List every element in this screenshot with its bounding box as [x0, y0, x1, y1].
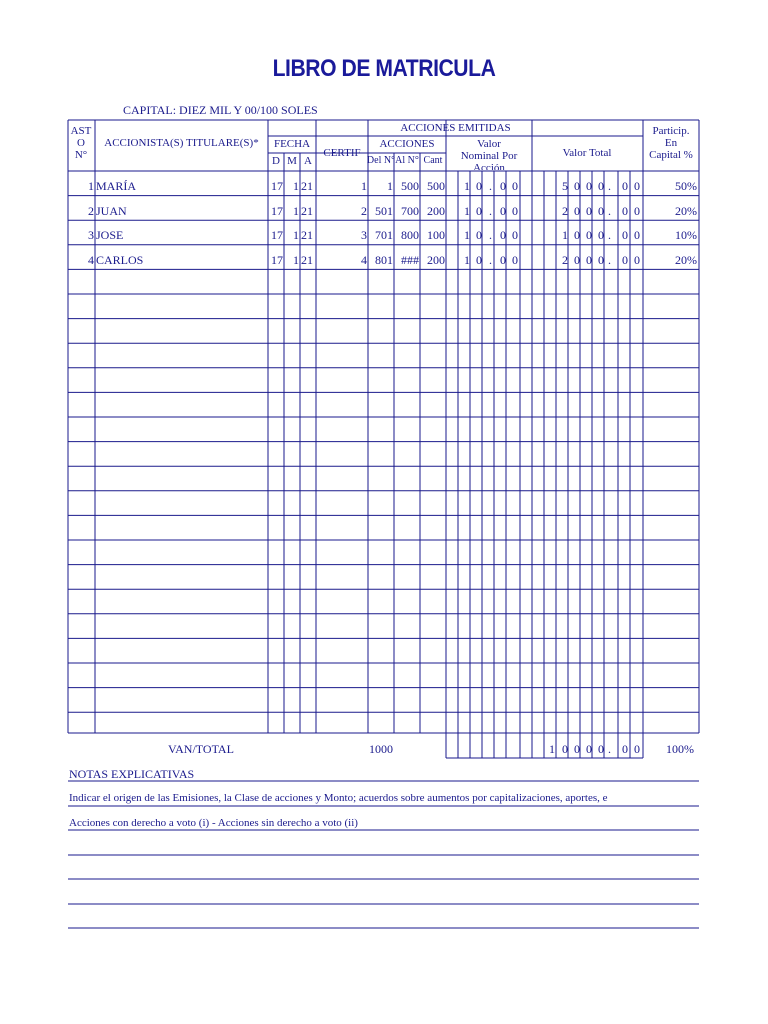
- header-certif: CERTIF: [323, 147, 361, 159]
- row-participacion: 20%: [675, 203, 697, 218]
- row-number: 2: [88, 203, 94, 218]
- row-year: 21: [301, 228, 313, 243]
- row-month: 1: [293, 228, 299, 243]
- row-valor-nominal-digit: 0: [500, 203, 506, 218]
- row-certif: 2: [361, 203, 367, 218]
- row-certif: 3: [361, 228, 367, 243]
- row-del: 501: [375, 203, 393, 218]
- row-valor-total-digit: 0: [586, 179, 592, 193]
- row-valor-total-digit: 0: [598, 228, 604, 243]
- header-accionista: ACCIONISTA(S) TITULARE(S)*: [104, 137, 259, 149]
- row-certif: 1: [361, 179, 367, 193]
- total-pct: 100%: [666, 742, 694, 756]
- total-cant: 1000: [369, 742, 393, 756]
- row-month: 1: [293, 203, 299, 218]
- row-cant: 200: [427, 252, 445, 267]
- row-valor-total-digit: 0: [574, 179, 580, 193]
- row-valor-total-digit: 0: [634, 228, 640, 243]
- row-valor-nominal-digit: 0: [512, 203, 518, 218]
- row-valor-total-digit: .: [608, 228, 611, 243]
- row-cant: 100: [427, 228, 445, 243]
- row-valor-nominal-digit: 0: [476, 228, 482, 243]
- row-valor-total-digit: .: [608, 203, 611, 218]
- row-valor-nominal-digit: 0: [500, 252, 506, 267]
- row-del: 801: [375, 252, 393, 267]
- header-valor-total: Valor Total: [562, 147, 612, 159]
- row-participacion: 20%: [675, 252, 697, 267]
- header-fecha: FECHA: [273, 138, 311, 150]
- row-valor-nominal-digit: 1: [464, 252, 470, 267]
- row-valor-nominal-digit: .: [489, 228, 492, 243]
- header-cant: Cant: [423, 155, 443, 166]
- row-cant: 200: [427, 203, 445, 218]
- header-valor-nominal: Valor Nominal Por Acción: [460, 138, 518, 170]
- row-valor-nominal-digit: .: [489, 179, 492, 193]
- total-digit: 1: [549, 742, 555, 756]
- row-valor-total-digit: 5: [562, 179, 568, 193]
- total-digit: 0: [622, 742, 628, 756]
- row-valor-total-digit: 0: [574, 203, 580, 218]
- page-title: LIBRO DE MATRICULA: [272, 55, 496, 82]
- row-valor-nominal-digit: 1: [464, 228, 470, 243]
- row-certif: 4: [361, 252, 367, 267]
- row-valor-nominal-digit: 1: [464, 179, 470, 193]
- row-valor-total-digit: 0: [634, 252, 640, 267]
- row-cant: 500: [427, 179, 445, 193]
- row-valor-total-digit: 0: [622, 228, 628, 243]
- row-valor-nominal-digit: 1: [464, 203, 470, 218]
- row-valor-total-digit: 0: [634, 203, 640, 218]
- row-valor-nominal-digit: 0: [512, 179, 518, 193]
- row-name: MARÍA: [96, 179, 137, 193]
- row-valor-total-digit: 2: [562, 203, 568, 218]
- total-digit: .: [608, 742, 611, 756]
- row-month: 1: [293, 252, 299, 267]
- header-asto: AST O N°: [70, 125, 92, 161]
- header-del: Del N°: [366, 155, 396, 166]
- row-valor-nominal-digit: 0: [500, 179, 506, 193]
- row-valor-total-digit: 0: [586, 228, 592, 243]
- row-al: ###: [401, 252, 419, 267]
- row-year: 21: [301, 203, 313, 218]
- total-digit: 0: [634, 742, 640, 756]
- total-digit: 0: [562, 742, 568, 756]
- row-valor-total-digit: 1: [562, 228, 568, 243]
- row-valor-total-digit: .: [608, 179, 611, 193]
- row-valor-total-digit: 0: [622, 179, 628, 193]
- notes-line-1: Indicar el origen de las Emisiones, la Clase de acciones y Monto; acuerdos sobre aumentos por capitalizaciones, aportes, e: [69, 792, 608, 804]
- row-valor-total-digit: 0: [634, 179, 640, 193]
- row-al: 700: [401, 203, 419, 218]
- row-valor-total-digit: 0: [586, 252, 592, 267]
- row-valor-total-digit: 0: [598, 252, 604, 267]
- row-name: JUAN: [96, 203, 127, 218]
- capital-label: CAPITAL: DIEZ MIL Y 00/100 SOLES: [123, 103, 318, 117]
- row-valor-total-digit: 0: [574, 252, 580, 267]
- row-day: 17: [271, 203, 283, 218]
- row-number: 3: [88, 228, 94, 243]
- header-m: M: [287, 155, 297, 167]
- row-valor-total-digit: 2: [562, 252, 568, 267]
- row-day: 17: [271, 228, 283, 243]
- header-d: D: [272, 155, 280, 167]
- row-valor-nominal-digit: 0: [512, 228, 518, 243]
- row-valor-total-digit: .: [608, 252, 611, 267]
- total-digit: 0: [598, 742, 604, 756]
- row-day: 17: [271, 179, 283, 193]
- row-valor-total-digit: 0: [622, 252, 628, 267]
- row-al: 500: [401, 179, 419, 193]
- row-year: 21: [301, 179, 313, 193]
- row-number: 1: [88, 179, 94, 193]
- row-valor-total-digit: 0: [598, 179, 604, 193]
- total-label: VAN/TOTAL: [168, 742, 234, 756]
- row-valor-nominal-digit: 0: [512, 252, 518, 267]
- row-name: JOSE: [96, 228, 124, 243]
- notes-heading: NOTAS EXPLICATIVAS: [69, 767, 195, 781]
- row-participacion: 10%: [675, 228, 697, 243]
- total-digit: 0: [586, 742, 592, 756]
- row-participacion: 50%: [675, 179, 697, 193]
- header-a: A: [304, 155, 312, 167]
- row-valor-nominal-digit: 0: [500, 228, 506, 243]
- row-year: 21: [301, 252, 313, 267]
- row-valor-total-digit: 0: [598, 203, 604, 218]
- row-name: CARLOS: [96, 252, 144, 267]
- row-day: 17: [271, 252, 283, 267]
- header-acciones-emitidas: ACCIONES EMITIDAS: [400, 122, 511, 134]
- notes-line-2: Acciones con derecho a voto (i) - Acciones sin derecho a voto (ii): [69, 817, 358, 829]
- row-valor-nominal-digit: 0: [476, 179, 482, 193]
- row-valor-total-digit: 0: [574, 228, 580, 243]
- header-al: Al N°: [395, 155, 419, 166]
- row-number: 4: [88, 252, 94, 267]
- row-valor-total-digit: 0: [622, 203, 628, 218]
- row-valor-total-digit: 0: [586, 203, 592, 218]
- header-particip: Particip. En Capital %: [649, 125, 693, 161]
- row-valor-nominal-digit: .: [489, 203, 492, 218]
- total-digit: 0: [574, 742, 580, 756]
- row-del: 701: [375, 228, 393, 243]
- row-valor-nominal-digit: 0: [476, 203, 482, 218]
- row-valor-nominal-digit: .: [489, 252, 492, 267]
- row-month: 1: [293, 179, 299, 193]
- row-al: 800: [401, 228, 419, 243]
- row-del: 1: [387, 179, 393, 193]
- header-acciones: ACCIONES: [379, 138, 435, 150]
- row-valor-nominal-digit: 0: [476, 252, 482, 267]
